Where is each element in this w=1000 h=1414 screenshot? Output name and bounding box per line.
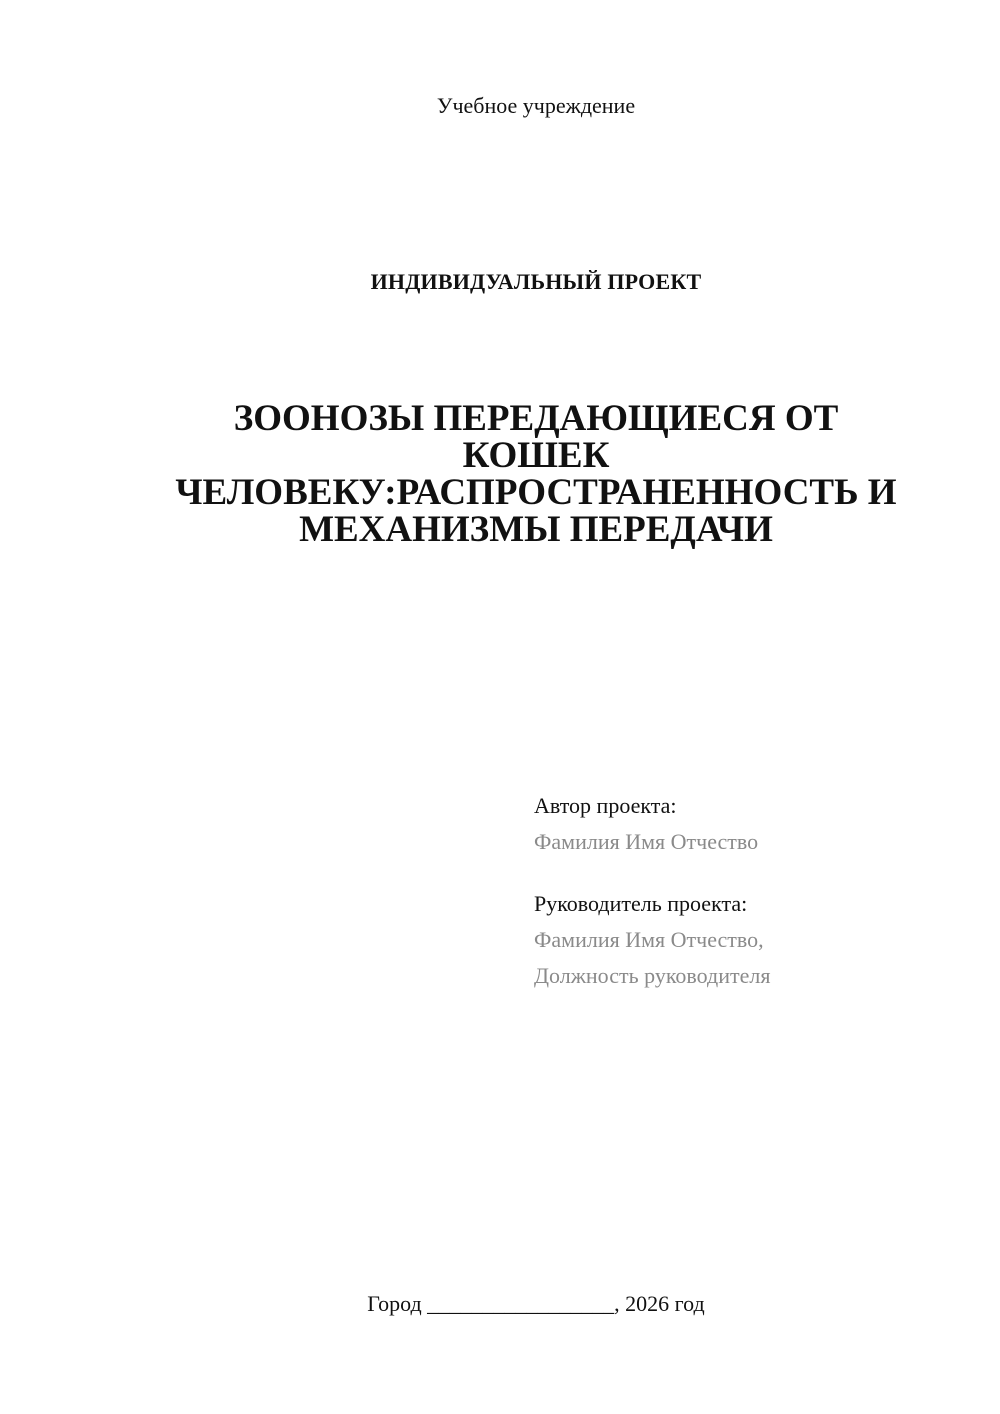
city-blank: _________________ — [427, 1291, 615, 1316]
institution-name: Учебное учреждение — [436, 93, 636, 118]
document-type: ИНДИВИДУАЛЬНЫЙ ПРОЕКТ — [370, 269, 702, 294]
title-line-2: КОШЕК — [462, 435, 610, 476]
supervisor-position-placeholder: Должность руководителя — [534, 963, 771, 988]
credits-spacer — [534, 860, 974, 886]
supervisor-label: Руководитель проекта: — [534, 891, 748, 916]
year-text: , 2026 год — [614, 1291, 705, 1316]
credits-block — [534, 788, 974, 994]
supervisor-name-placeholder: Фамилия Имя Отчество, — [534, 927, 764, 952]
author-label: Автор проекта: — [534, 793, 677, 818]
city-year-line — [0, 1290, 1000, 1318]
title-line-4: МЕХАНИЗМЫ ПЕРЕДАЧИ — [299, 509, 773, 550]
title-line-1: ЗООНОЗЫ ПЕРЕДАЮЩИЕСЯ ОТ — [233, 398, 839, 439]
author-name-placeholder: Фамилия Имя Отчество — [534, 829, 759, 854]
city-label: Город — [367, 1291, 422, 1316]
project-title — [120, 400, 952, 548]
title-line-3: ЧЕЛОВЕКУ:РАСПРОСТРАНЕННОСТЬ И — [175, 472, 897, 513]
